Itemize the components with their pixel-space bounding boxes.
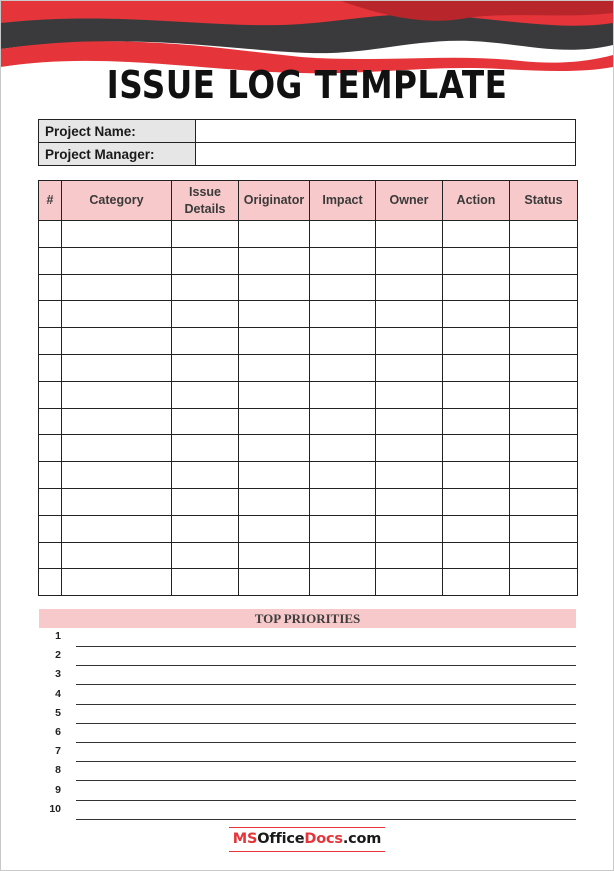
table-cell[interactable] (62, 301, 172, 328)
table-cell[interactable] (39, 435, 62, 462)
column-header-originator: Originator (239, 181, 310, 221)
priority-item[interactable] (39, 782, 576, 801)
table-cell[interactable] (62, 515, 172, 542)
msofficedocs-logo: MSOfficeDocs.com (229, 827, 385, 852)
table-cell[interactable] (310, 435, 376, 462)
table-cell[interactable] (443, 488, 510, 515)
table-cell[interactable] (376, 247, 443, 274)
table-cell[interactable] (239, 247, 310, 274)
priority-number: 3 (55, 668, 61, 681)
table-row (39, 488, 578, 515)
priority-item[interactable] (39, 743, 576, 762)
table-cell[interactable] (443, 515, 510, 542)
table-cell[interactable] (443, 247, 510, 274)
table-cell[interactable] (376, 462, 443, 489)
table-cell[interactable] (39, 221, 62, 248)
table-cell[interactable] (310, 247, 376, 274)
table-cell[interactable] (443, 328, 510, 355)
table-cell[interactable] (62, 569, 172, 596)
table-cell[interactable] (310, 569, 376, 596)
table-cell[interactable] (310, 274, 376, 301)
table-cell[interactable] (172, 328, 239, 355)
project-name-label: Project Name: (39, 120, 196, 143)
priority-item[interactable] (39, 666, 576, 685)
table-cell[interactable] (510, 542, 578, 569)
table-row (39, 542, 578, 569)
table-cell[interactable] (443, 221, 510, 248)
project-manager-row (39, 143, 576, 166)
table-cell[interactable] (310, 381, 376, 408)
table-cell[interactable] (239, 569, 310, 596)
priority-number: 9 (55, 783, 61, 796)
table-cell[interactable] (239, 408, 310, 435)
table-cell[interactable] (376, 569, 443, 596)
table-cell[interactable] (510, 488, 578, 515)
table-cell[interactable] (239, 488, 310, 515)
table-cell[interactable] (510, 569, 578, 596)
table-cell[interactable] (310, 328, 376, 355)
table-cell[interactable] (510, 274, 578, 301)
table-cell[interactable] (239, 462, 310, 489)
priority-item[interactable] (39, 628, 576, 647)
table-cell[interactable] (172, 488, 239, 515)
table-cell[interactable] (62, 247, 172, 274)
priority-number: 7 (55, 745, 61, 758)
priority-number: 10 (49, 802, 61, 815)
priority-item[interactable] (39, 762, 576, 781)
column-header-category: Category (62, 181, 172, 221)
table-cell[interactable] (239, 542, 310, 569)
table-cell[interactable] (239, 515, 310, 542)
priority-number: 8 (55, 764, 61, 777)
table-cell[interactable] (443, 301, 510, 328)
table-cell[interactable] (510, 462, 578, 489)
issue-log-body (39, 221, 578, 596)
column-header-number: # (39, 181, 62, 221)
table-cell[interactable] (239, 274, 310, 301)
priority-number: 2 (55, 649, 61, 662)
table-cell[interactable] (239, 221, 310, 248)
table-cell[interactable] (510, 247, 578, 274)
table-cell[interactable] (239, 301, 310, 328)
table-row (39, 301, 578, 328)
issue-log-table (38, 180, 578, 596)
table-cell[interactable] (376, 488, 443, 515)
priority-number: 5 (55, 706, 61, 719)
table-cell[interactable] (443, 381, 510, 408)
table-row (39, 354, 578, 381)
table-header-row (39, 181, 578, 221)
column-header-status: Status (510, 181, 578, 221)
table-row (39, 328, 578, 355)
project-manager-label: Project Manager: (39, 143, 196, 166)
table-cell[interactable] (172, 247, 239, 274)
table-cell[interactable] (39, 515, 62, 542)
priority-item[interactable] (39, 705, 576, 724)
table-cell[interactable] (376, 381, 443, 408)
table-row (39, 408, 578, 435)
table-cell[interactable] (172, 274, 239, 301)
table-cell[interactable] (376, 542, 443, 569)
table-row (39, 569, 578, 596)
table-cell[interactable] (172, 462, 239, 489)
table-cell[interactable] (172, 435, 239, 462)
project-name-row (39, 120, 576, 143)
priority-number: 1 (55, 630, 61, 642)
table-cell[interactable] (510, 328, 578, 355)
table-cell[interactable] (62, 274, 172, 301)
table-cell[interactable] (39, 247, 62, 274)
table-cell[interactable] (172, 354, 239, 381)
table-cell[interactable] (62, 408, 172, 435)
table-cell[interactable] (39, 462, 62, 489)
table-cell[interactable] (376, 274, 443, 301)
table-cell[interactable] (39, 274, 62, 301)
table-cell[interactable] (39, 381, 62, 408)
table-cell[interactable] (376, 354, 443, 381)
table-cell[interactable] (510, 354, 578, 381)
table-cell[interactable] (443, 569, 510, 596)
table-cell[interactable] (62, 488, 172, 515)
table-cell[interactable] (310, 408, 376, 435)
table-cell[interactable] (39, 542, 62, 569)
table-row (39, 462, 578, 489)
table-cell[interactable] (172, 569, 239, 596)
table-cell[interactable] (62, 462, 172, 489)
table-cell[interactable] (39, 328, 62, 355)
priority-line (76, 819, 576, 820)
table-cell[interactable] (62, 328, 172, 355)
table-cell[interactable] (172, 221, 239, 248)
top-priorities-list (39, 628, 576, 820)
priority-item[interactable] (39, 686, 576, 705)
top-priorities-heading: TOP PRIORITIES (39, 609, 576, 628)
priority-item[interactable] (39, 724, 576, 743)
table-cell[interactable] (239, 435, 310, 462)
table-cell[interactable] (443, 354, 510, 381)
table-row (39, 381, 578, 408)
table-cell[interactable] (39, 301, 62, 328)
table-cell[interactable] (510, 301, 578, 328)
project-info-table (38, 119, 576, 166)
priority-number: 6 (55, 725, 61, 738)
table-cell[interactable] (172, 542, 239, 569)
table-cell[interactable] (39, 354, 62, 381)
table-cell[interactable] (172, 515, 239, 542)
table-cell[interactable] (172, 381, 239, 408)
table-cell[interactable] (310, 301, 376, 328)
table-cell[interactable] (310, 515, 376, 542)
table-cell[interactable] (62, 542, 172, 569)
project-manager-field[interactable] (196, 143, 576, 166)
table-cell[interactable] (239, 381, 310, 408)
table-cell[interactable] (443, 435, 510, 462)
priority-number: 4 (55, 687, 61, 700)
table-row (39, 247, 578, 274)
column-header-owner: Owner (376, 181, 443, 221)
column-header-issue-details: Issue Details (172, 181, 239, 221)
table-cell[interactable] (39, 488, 62, 515)
table-cell[interactable] (310, 542, 376, 569)
table-row (39, 435, 578, 462)
table-cell[interactable] (39, 408, 62, 435)
table-row (39, 515, 578, 542)
table-cell[interactable] (310, 488, 376, 515)
table-cell[interactable] (310, 462, 376, 489)
column-header-impact: Impact (310, 181, 376, 221)
table-cell[interactable] (310, 221, 376, 248)
table-cell[interactable] (443, 408, 510, 435)
table-cell[interactable] (376, 328, 443, 355)
table-cell[interactable] (443, 542, 510, 569)
table-cell[interactable] (376, 221, 443, 248)
top-priorities-section (39, 609, 576, 820)
table-cell[interactable] (443, 462, 510, 489)
table-cell[interactable] (239, 354, 310, 381)
table-cell[interactable] (510, 435, 578, 462)
table-cell[interactable] (376, 435, 443, 462)
table-cell[interactable] (310, 354, 376, 381)
priority-item[interactable] (39, 801, 576, 820)
table-row (39, 221, 578, 248)
footer-logo (1, 827, 613, 852)
table-cell[interactable] (510, 381, 578, 408)
table-row (39, 274, 578, 301)
table-cell[interactable] (510, 515, 578, 542)
table-cell[interactable] (510, 221, 578, 248)
table-cell[interactable] (172, 301, 239, 328)
table-cell[interactable] (443, 274, 510, 301)
table-cell[interactable] (62, 435, 172, 462)
table-cell[interactable] (376, 515, 443, 542)
table-cell[interactable] (62, 354, 172, 381)
table-cell[interactable] (376, 301, 443, 328)
table-cell[interactable] (510, 408, 578, 435)
table-cell[interactable] (62, 221, 172, 248)
priority-item[interactable] (39, 647, 576, 666)
table-cell[interactable] (39, 569, 62, 596)
project-name-field[interactable] (196, 120, 576, 143)
table-cell[interactable] (239, 328, 310, 355)
table-cell[interactable] (62, 381, 172, 408)
table-cell[interactable] (376, 408, 443, 435)
table-cell[interactable] (172, 408, 239, 435)
page-title: ISSUE LOG TEMPLATE (106, 63, 508, 107)
column-header-action: Action (443, 181, 510, 221)
